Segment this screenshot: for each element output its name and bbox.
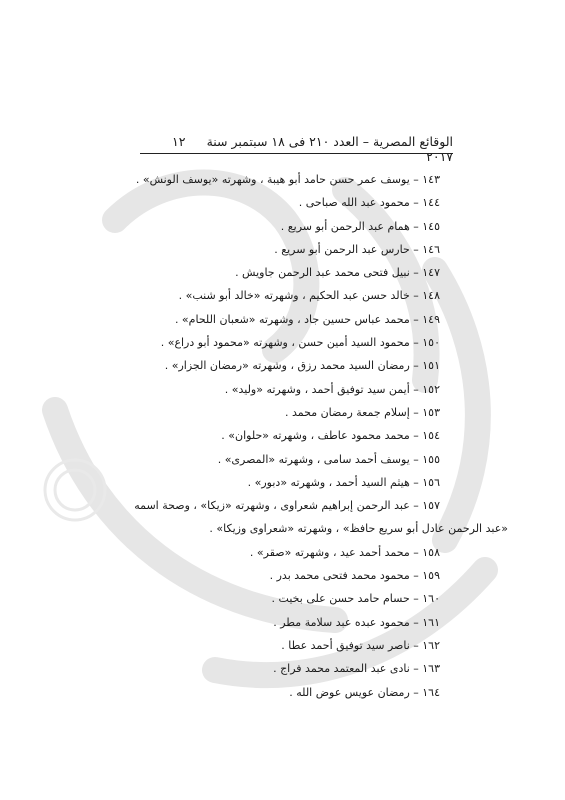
list-item: ١٦٣ – نادى عبد المعتمد محمد فراج . <box>273 662 440 676</box>
list-item: ١٥٩ – محمود محمد فتحى محمد بدر . <box>269 569 440 583</box>
header-title: الوقائع المصرية – العدد ٢١٠ فى ١٨ سبتمبر سنة ٢٠١٧ <box>206 134 453 164</box>
list-item: ١٦٢ – ناصر سيد توفيق أحمد عطا . <box>281 638 440 652</box>
list-item: ١٥٨ – محمد أحمد عيد ، وشهرته «صقر» . <box>249 545 440 559</box>
header-divider <box>140 153 453 154</box>
page-header <box>140 134 453 164</box>
list-item: ١٦١ – محمود عبده عبد سلامة مطر . <box>273 615 440 629</box>
list-item: ١٤٩ – محمد عباس حسين جاد ، وشهرته «شعبان اللحام» . <box>174 312 440 326</box>
list-item: ١٤٥ – همام عبد الرحمن أبو سريع . <box>280 219 440 233</box>
list-item: ١٥٠ – محمود السيد أمين حسن ، وشهرته «محمود أبو دراع» . <box>160 336 440 350</box>
list-item: ١٥١ – رمضان السيد محمد رزق ، وشهرته «رمضان الجزار» . <box>164 359 440 373</box>
list-item: ١٦٤ – رمضان عويس عوض الله . <box>289 685 440 699</box>
list-item-continuation: «عبد الرحمن عادل أبو سريع حافظ» ، وشهرته «شعراوى وزيكا» . <box>209 522 508 536</box>
list-item: ١٥٣ – إسلام جمعة رمضان محمد . <box>284 405 440 419</box>
list-item: ١٤٦ – حارس عبد الرحمن أبو سريع . <box>274 242 440 256</box>
list-item: ١٤٤ – محمود عبد الله صباحى . <box>298 196 440 210</box>
list-item: ١٤٧ – نبيل فتحى محمد عبد الرحمن جاويش . <box>235 266 440 280</box>
list-item: ١٦٠ – حسام حامد حسن على بخيت . <box>271 592 440 606</box>
entry-list <box>130 168 508 704</box>
list-item: ١٥٤ – محمد محمود عاطف ، وشهرته «حلوان» . <box>221 429 440 443</box>
list-item: ١٤٨ – خالد حسن عبد الحكيم ، وشهرته «خالد أبو شنب» . <box>178 289 440 303</box>
list-item: ١٥٢ – أيمن سيد توفيق أحمد ، وشهرته «وليد» . <box>224 382 440 396</box>
list-item: ١٥٥ – يوسف أحمد سامى ، وشهرته «المصرى» . <box>217 452 440 466</box>
page-number: ١٢ <box>172 134 186 149</box>
list-item: ١٥٦ – هيثم السيد أحمد ، وشهرته «دبور» . <box>247 475 440 489</box>
list-item: ١٥٧ – عبد الرحمن إبراهيم شعراوى ، وشهرته «زيكا» ، وصحة اسمه <box>134 499 440 513</box>
list-item: ١٤٣ – يوسف عمر حسن حامد أبو هيبة ، وشهرته «يوسف الونش» . <box>135 173 440 186</box>
